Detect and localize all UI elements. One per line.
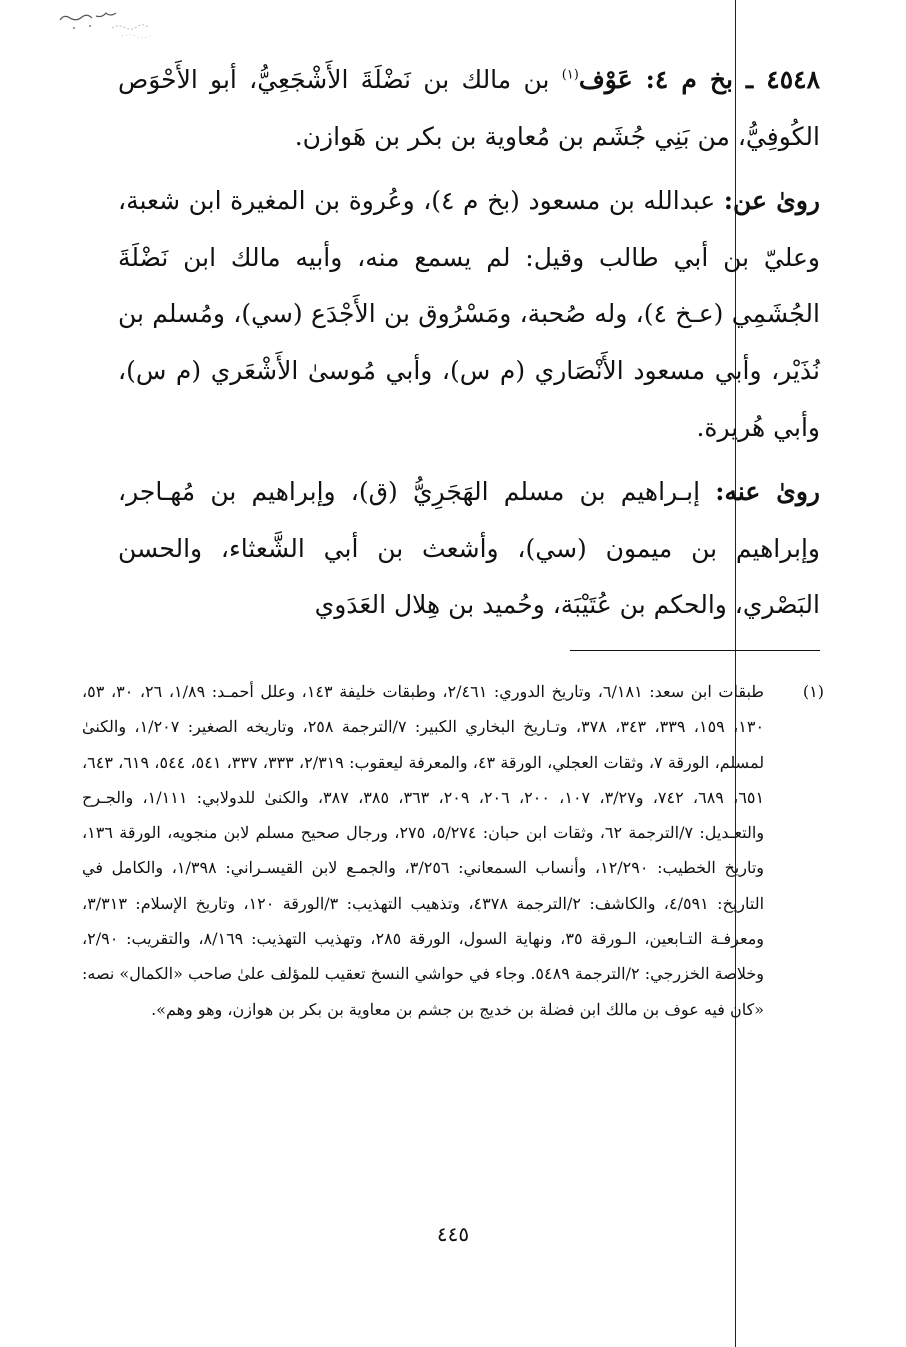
footnote-text: طبقات ابن سعد: ٦/١٨١، وتاريخ الدوري: ٢/٤٦١، وطبقات خليفة ١٤٣، وعلل أحمـد: ١/٨٩، ٢٦، ٣٠، ٥٣، ١٣٠، ١٥٩، ٣٣٩، ٣٤٣، ٣٧٨، وتـاريخ البخاري الكبير: ٧/الترجمة ٢٥٨، وتاريخه الصغير: ١/٢٠٧، والكنىٰ لمسلم، الورقة ٧، وثقات العجلي، الورقة ٤٣، والمعرفة ليعقوب: ٢/٣١٩، ٣٣٣، ٣٣٧، ٥٤١، ٥٤٤، ٦١٩، ٦٤٣، ٦٥١، ٦٨٩، ٧٤٢، و٣/٢٧، ١٠٧، ٢٠٠، ٢٠٦، ٢٠٩، ٣٦٣، ٣٨٥، ٣٨٧، والكنىٰ للدولابي: ١/١١١، والجـرح والتعـديل: ٧/الترجمة ٦٢، وثقات ابن حبان: ٥/٢٧٤، ٢٧٥، ورجال صحيح مسلم لابن منجويه، الورقة ١٣٦، وتاريخ الخطيب: ١٢/٢٩٠، وأنساب السمعاني: ٣/٢٥٦، والجمـع لابن القيسـراني: ١/٣٩٨، والكامل في التاريخ: ٤/٥٩١، والكاشف: ٢/الترجمة ٤٣٧٨، وتذهيب التهذيب: ٣/الورقة ١٢٠، وتاريخ الإسلام: ٣/٣١٣، ومعرفـة التـابعين، الـورقة ٣٥، ونهاية السول، الورقة ٢٨٥، وتهذيب التهذيب: ٨/١٦٩، والتقريب: ٢/٩٠، وخلاصة الخزرجي: ٢/الترجمة ٥٤٨٩. وجاء في حواشي النسخ تعقيب للمؤلف علىٰ صاحب «الكمال» نصه: «كان فيه عوف بن مالك ابن فضلة بن خديج بن جشم بن معاوية بن بكر بن هوازن، وهو وهم». (82, 682, 765, 1019)
entry-heading: ٤٥٤٨ ـ بخ م ٤: عَوْف (578, 65, 820, 94)
entry-heading-rest: بن مالك بن نَضْلَةَ الأَشْجَعِيُّ، أبو الأَحْوَص الكُوفِيُّ، من بَنِي جُشَم بن مُعاوية بن بكر بن هَوازن. (118, 65, 820, 151)
handwritten-annotation (52, 6, 157, 46)
narrated-by-label: روىٰ عنه: (715, 477, 821, 507)
footnote-reference: (١) (561, 67, 579, 83)
narrated-from-text: عبدالله بن مسعود (بخ م ٤)، وعُروة بن المغيرة ابن شعبة، وعليّ بن أبي طالب وقيل: لم يسمع منه، وأبيه مالك ابن نَضْلَةَ الجُشَمِي (عـخ ٤)، وله صُحبة، ومَسْرُوق بن الأَجْدَع (سي)، ومُسلم بن نُذَيْر، وأبي مسعود الأَنْصَاري (م س)، وأبي مُوسىٰ الأَشْعَري (م س)، وأبي هُريرة. (118, 186, 820, 442)
footnote-number: (١) (802, 682, 824, 701)
narrated-from-label: روىٰ عن: (723, 186, 821, 216)
main-text (118, 52, 820, 634)
narrated-by-text: إبـراهيم بن مسلم الهَجَرِيُّ (ق)، وإبراهيم بن مُهـاجر، وإبراهيم بن ميمون (سي)، وأشعث بن أبي الشَّعثاء، والحسن البَصْري، والحكم بن عُتَيْبَة، وحُميد بن هِلال العَدَوي (118, 477, 820, 620)
narrated-from-paragraph (118, 173, 820, 456)
footnote-separator (570, 650, 820, 651)
footnote (82, 674, 824, 1027)
page-number: ٤٤٥ (436, 1222, 470, 1246)
narrated-by-paragraph (118, 464, 820, 634)
entry-heading-paragraph (118, 52, 820, 165)
